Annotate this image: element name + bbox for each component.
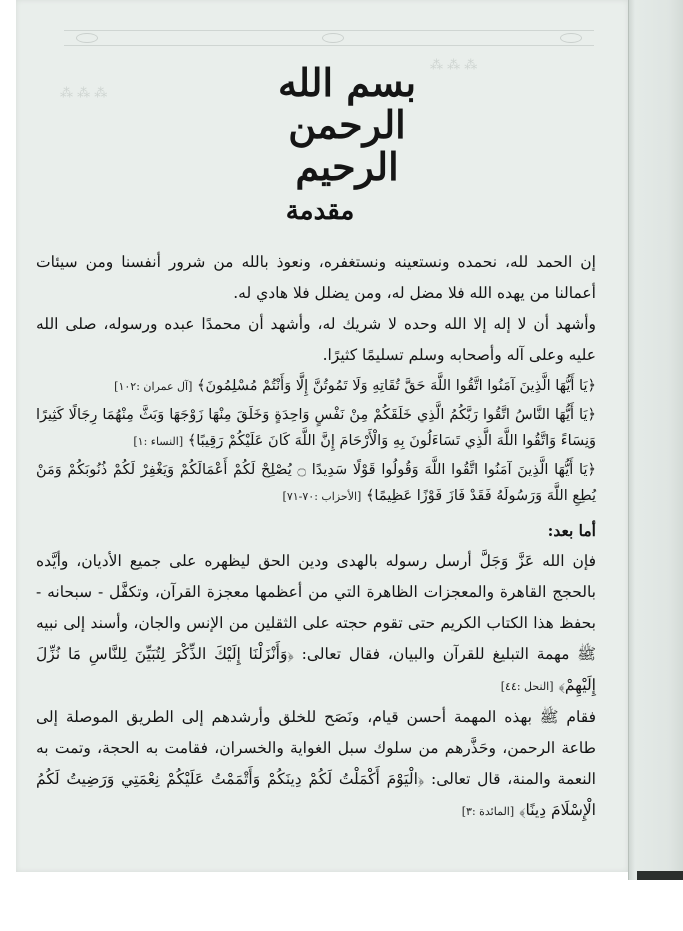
ornament-knot-center [322,33,344,43]
quran-verse-1 [36,373,596,400]
verse-text: ﴿يَا أَيُّهَا النَّاسُ اتَّقُوا رَبَّكُمُ الَّذِي خَلَقَكُمْ مِنْ نَفْسٍ وَاحِدَةٍ وَخَلَقَ مِنْهَا زَوْجَهَا وَبَثَّ مِنْهُمَا رِجَالًا كَثِيرًا وَنِسَاءً وَاتَّقُوا اللَّهَ الَّذِي تَسَاءَلُونَ بِهِ وَالْأَرْحَامَ إِنَّ اللَّهَ كَانَ عَلَيْكُمْ رَقِيبًا﴾ [36,407,596,449]
bleed-through-text: ⁂ ⁂ ⁂ [430,58,478,73]
page-title: مقدمة [285,196,355,226]
ornament-knot-left [76,33,98,43]
verse-reference: [النحل :٤٤] [500,680,554,693]
paragraph-completion [36,702,596,827]
paragraph-mission [36,546,596,702]
paragraph-text: فقام ﷺ بهذه المهمة أحسن قيام، ونَصَح للخلق وأرشدهم إلى الطريق الموصلة إلى طاعة الرحمن، وحَذَّرهم من سلوك سبل الغواية والخسران، فقامت به الحجة، وتمت به النعمة والمنة، قال تعالى: ﴿الْيَوْمَ أَكْمَلْتُ لَكُمْ دِينَكُمْ وَأَتْمَمْتُ عَلَيْكُمْ نِعْمَتِي وَرَضِيتُ لَكُمُ الْإِسْلَامَ دِينًا﴾ [36,708,596,819]
basmala-calligraphy: بسم الله الرحمن الرحيم [277,60,417,189]
paragraph-text: فإن الله عَزَّ وَجَلَّ أرسل رسوله بالهدى ودين الحق ليظهره على جميع الأديان، وأيَّده بالحجج القاهرة والمعجزات الظاهرة التي من أعظمها معجزة القرآن، وتكفَّل - سبحانه - بحفظ هذا الكتاب الكريم حتى تقوم حجته على الثقلين من الإنس والجان، وأسند إلى نبيه ﷺ مهمة التبليغ للقرآن والبيان، فقال تعالى: ﴿وَأَنْزَلْنَا إِلَيْكَ الذِّكْرَ لِتُبَيِّنَ لِلنَّاسِ مَا نُزِّلَ إِلَيْهِمْ﴾ [36,552,596,694]
quran-verse-2 [36,402,596,455]
section-heading: أما بعد: [547,521,596,540]
verse-reference: [آل عمران :١٠٢] [114,380,193,393]
verse-reference: [المائدة :٣] [461,805,515,818]
paragraph-shahada: وأشهد أن لا إله إلا الله وحده لا شريك له، وأشهد أن محمدًا عبده ورسوله، صلى الله عليه وعلى آله وأصحابه وسلم تسليمًا كثيرًا. [36,315,596,364]
verse-text: ﴿يَا أَيُّهَا الَّذِينَ آمَنُوا اتَّقُوا اللَّهَ وَقُولُوا قَوْلًا سَدِيدًا ۝ يُصْلِحْ لَكُمْ أَعْمَالَكُمْ وَيَغْفِرْ لَكُمْ ذُنُوبَكُمْ وَمَنْ يُطِعِ اللَّهَ وَرَسُولَهُ فَقَدْ فَازَ فَوْزًا عَظِيمًا﴾ [36,462,596,504]
verse-reference: [النساء :١] [133,435,184,448]
verse-reference: [الأحزاب :٧٠-٧١] [282,490,362,503]
book-page-edge [628,0,683,880]
verse-text: ﴿يَا أَيُّهَا الَّذِينَ آمَنُوا اتَّقُوا اللَّهَ حَقَّ تُقَاتِهِ وَلَا تَمُوتُنَّ إِلَّا وَأَنْتُمْ مُسْلِمُونَ﴾ [196,378,596,394]
header-ornament [64,30,594,46]
paragraph-opening: إن الحمد لله، نحمده ونستعينه ونستغفره، ونعوذ بالله من شرور أنفسنا ومن سيئات أعمالنا من يهده الله فلا مضل له، ومن يضلل فلا هادي له. [36,253,596,302]
ornament-knot-right [560,33,582,43]
bleed-through-text: ⁂ ⁂ ⁂ [60,86,108,101]
book-cover-edge [637,871,683,880]
quran-verse-3 [36,457,596,510]
page-body [36,247,596,827]
